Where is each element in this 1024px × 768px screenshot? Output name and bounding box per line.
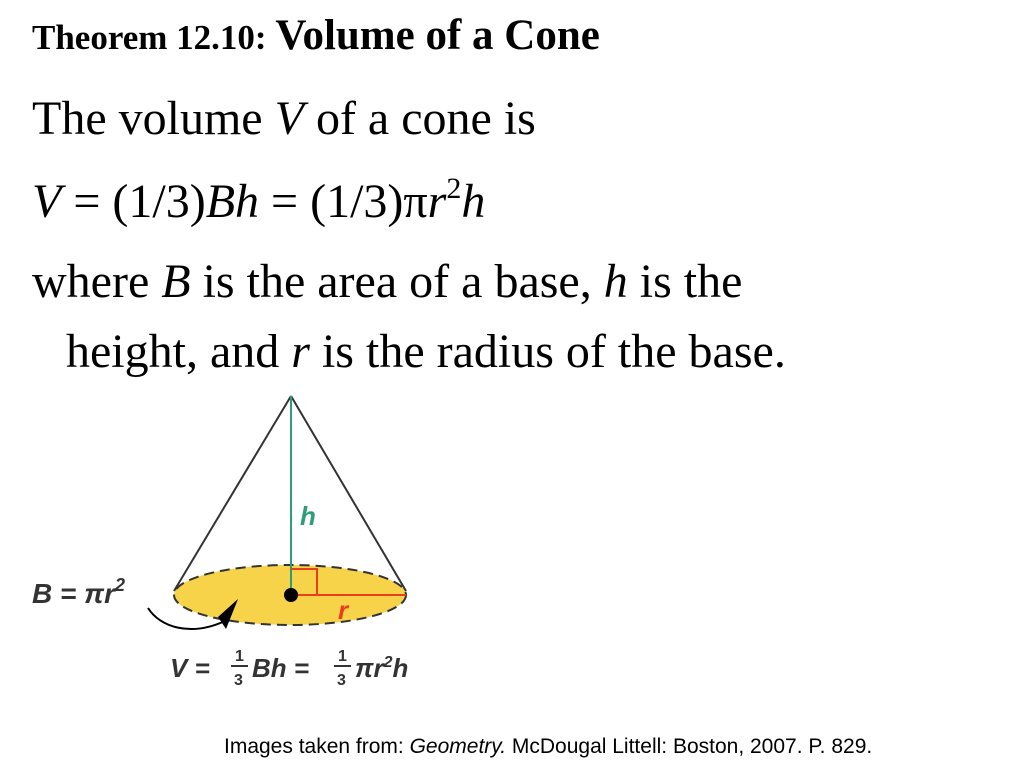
fig-volume-h: h bbox=[392, 653, 409, 683]
figure-volume-formula bbox=[170, 648, 408, 689]
base-center-dot bbox=[284, 588, 298, 602]
volume-variable: V bbox=[274, 92, 304, 145]
volume-formula bbox=[32, 172, 486, 228]
base-area-text: B = πr bbox=[32, 578, 115, 609]
formula-eq2: = (1/3)π bbox=[259, 175, 428, 228]
formula-eq1: = (1/3) bbox=[61, 175, 206, 228]
fig-volume-bh: Bh = bbox=[252, 653, 310, 683]
base-area-formula bbox=[32, 575, 125, 609]
where-text-e: is the radius of the base. bbox=[309, 325, 786, 378]
where-h-var: h bbox=[603, 255, 628, 308]
formula-v: V bbox=[32, 175, 62, 228]
where-text-d: height, and bbox=[66, 325, 292, 378]
formula-r: r bbox=[427, 175, 447, 228]
cone-right-side bbox=[291, 396, 406, 591]
where-text-a: where bbox=[32, 255, 162, 308]
fig-frac2-num: 1 bbox=[338, 648, 347, 665]
definition-line-1 bbox=[32, 255, 743, 308]
fig-volume-exponent: 2 bbox=[383, 654, 393, 671]
statement-text-a: The volume bbox=[32, 92, 275, 145]
fig-volume-v: V = bbox=[170, 653, 210, 683]
definition-line-2 bbox=[66, 325, 786, 378]
theorem-name: Volume of a Cone bbox=[275, 12, 600, 59]
formula-bh: Bh bbox=[205, 175, 260, 228]
where-text-b: is the area of a base, bbox=[190, 255, 604, 308]
fig-frac2-den: 3 bbox=[337, 672, 346, 689]
formula-h: h bbox=[461, 175, 486, 228]
statement-text-b: of a cone is bbox=[303, 92, 536, 145]
image-citation bbox=[224, 735, 872, 759]
statement-line bbox=[32, 92, 536, 145]
where-b-var: B bbox=[161, 255, 191, 308]
base-area-exponent: 2 bbox=[114, 575, 125, 595]
radius-label: r bbox=[338, 595, 349, 625]
cone-left-side bbox=[174, 396, 291, 591]
formula-exponent: 2 bbox=[446, 172, 462, 205]
cone-diagram bbox=[20, 385, 440, 695]
height-label: h bbox=[300, 501, 316, 531]
citation-book: Geometry. bbox=[409, 735, 507, 758]
fig-volume-pir bbox=[355, 653, 408, 683]
theorem-number: Theorem 12.10: bbox=[32, 18, 276, 57]
where-r-var: r bbox=[291, 325, 310, 378]
fig-volume-pir-text: πr bbox=[355, 653, 384, 683]
citation-prefix: Images taken from: bbox=[224, 735, 410, 758]
fig-frac1-den: 3 bbox=[234, 672, 243, 689]
citation-rest: McDougal Littell: Boston, 2007. P. 829. bbox=[506, 735, 873, 758]
where-text-c: is the bbox=[627, 255, 743, 308]
fig-frac1-num: 1 bbox=[235, 648, 244, 665]
slide-title bbox=[32, 14, 600, 57]
